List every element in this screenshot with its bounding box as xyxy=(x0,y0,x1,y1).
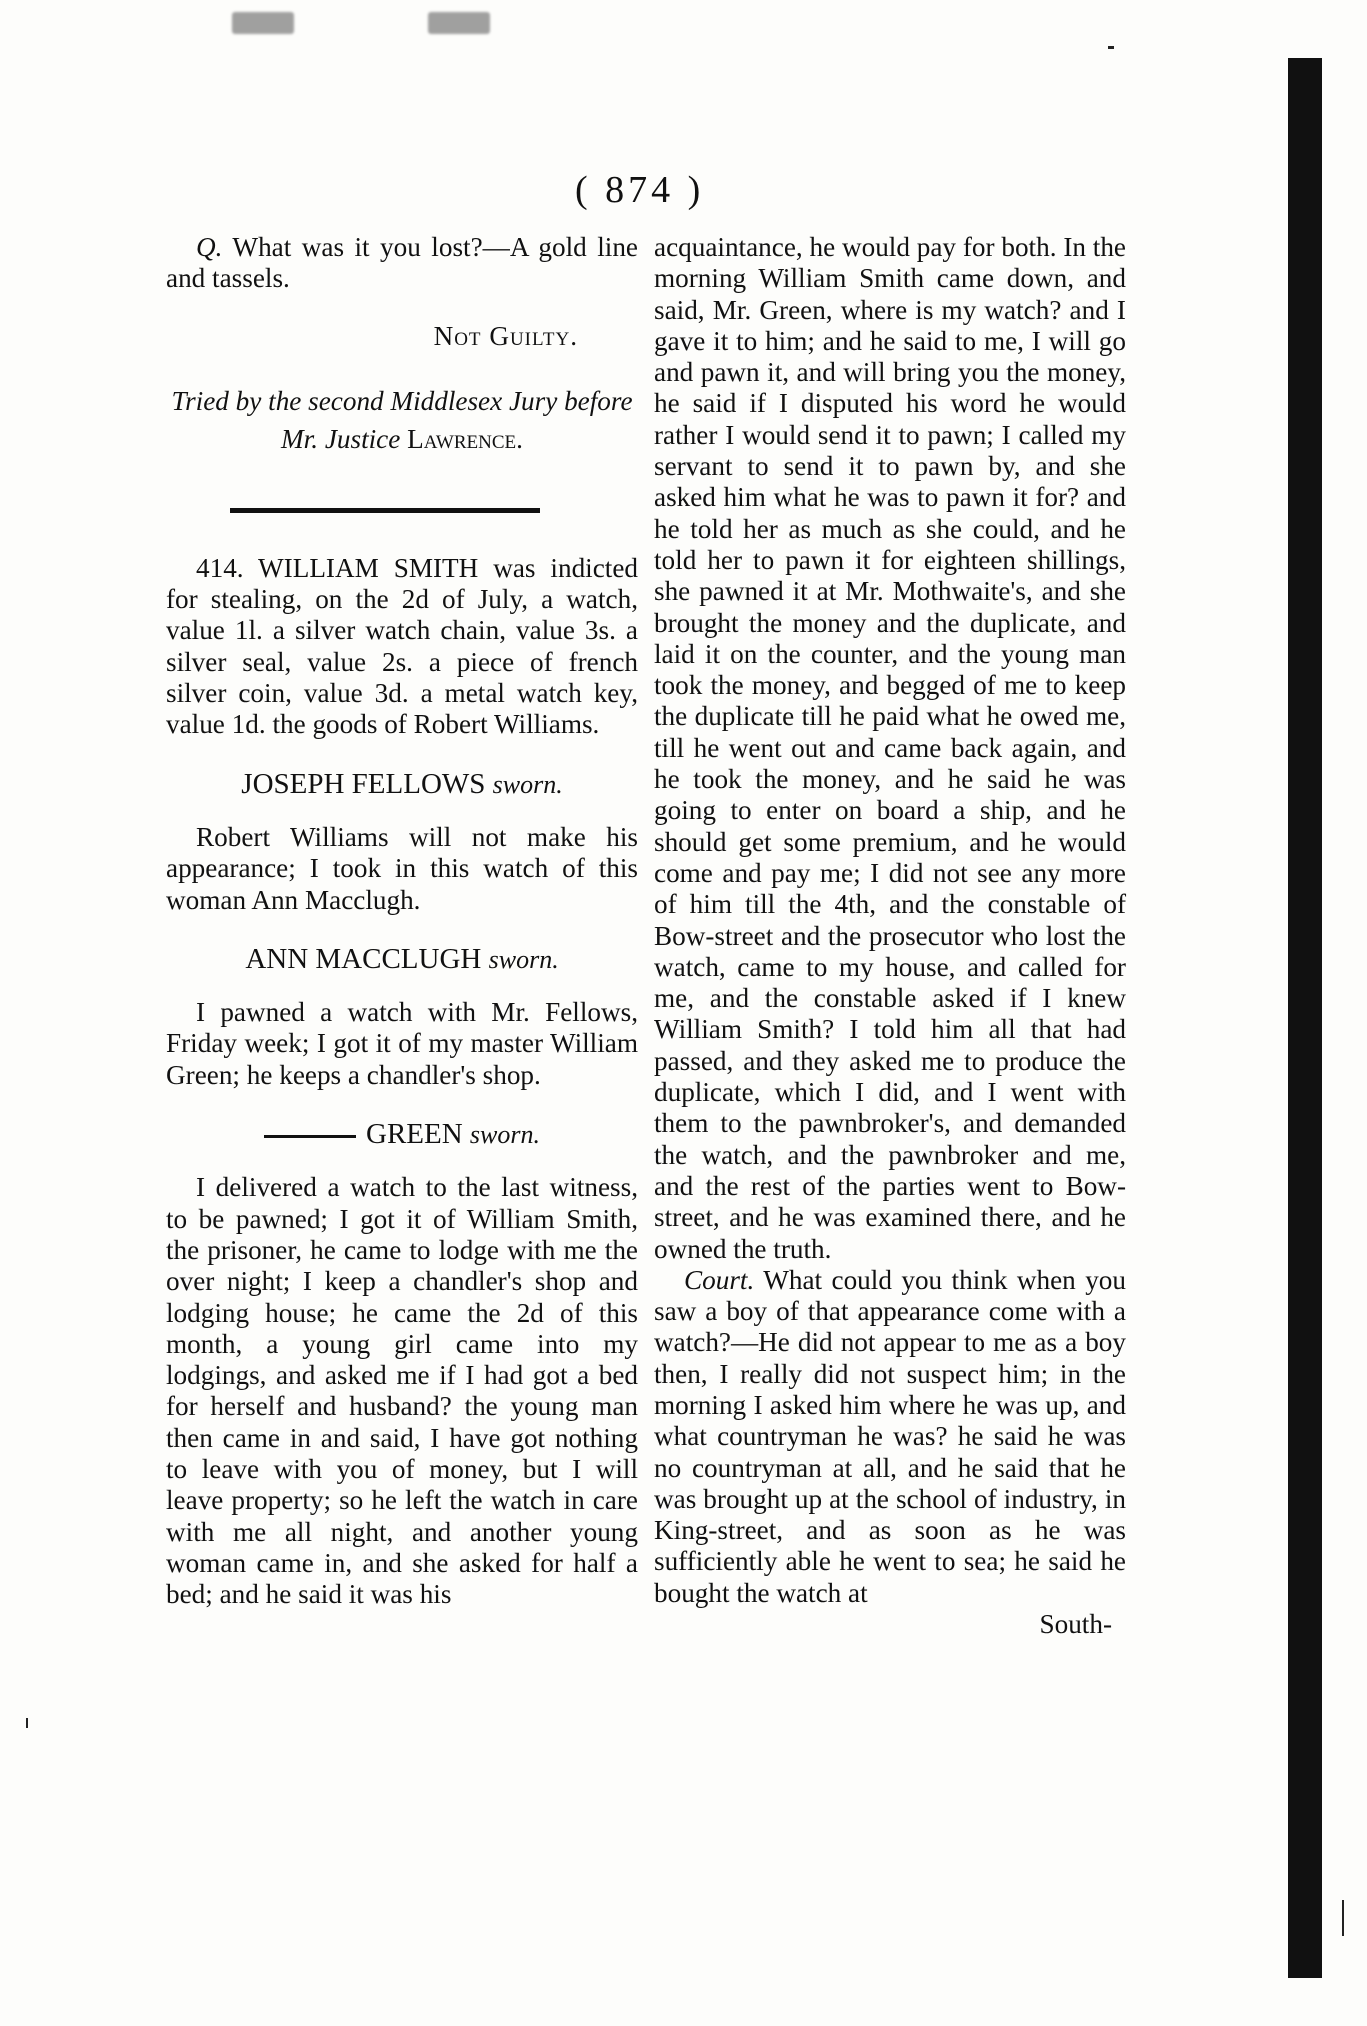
binding-edge-shadow xyxy=(1288,58,1322,1978)
right-column xyxy=(654,232,1126,1640)
case-indictment: 414. WILLIAM SMITH was indicted for stealing, on the 2d of July, a watch, value 1l. a silver watch chain, value 3s. a silver seal, value 2s. a piece of french silver coin, value 3d. a metal watch key, value 1d. the goods of Robert Williams. xyxy=(166,552,638,740)
library-stamp-mark xyxy=(428,12,490,34)
court-label: Court. xyxy=(684,1264,755,1295)
question-label: Q. xyxy=(196,232,223,262)
judge-name: Lawrence. xyxy=(407,423,523,454)
witness-sworn: sworn. xyxy=(488,944,559,974)
witness-heading xyxy=(166,944,638,975)
name-dash xyxy=(264,1135,356,1138)
witness-heading xyxy=(166,769,638,800)
testimony-continuation: acquaintance, he would pay for both. In the morning William Smith came down, and said, Mr. Green, where is my watch? and I gave it to him; and he said to me, I will go and pawn it, and will bring you the money, he said if I disputed his word he would rather I would send it to pawn; I called my servant to send it to pawn by, and she asked him what he was to pawn it for? and he told her as much as she could, and he told her to pawn it for eighteen shillings, she pawned it at Mr. Mothwaite's, and she brought the money and the duplicate, and laid it on the counter, and the young man took the money, and begged of me to keep the duplicate till he paid what he owed me, till he went out and came back again, and he took the money, and he said he was going to enter on board a ship, and he should get some premium, and he would come and pay me; I did not see any more of him till the 4th, and the constable of Bow-street and the prosecutor who lost the watch, came to my house, and called for me, and the constable asked if I knew William Smith? I told him all that had passed, and they asked me to produce the duplicate, which I did, and I went with them to the pawnbroker's, and demanded the watch, and the pawnbroker and me, and the rest of the parties went to Bow-street, and he was examined there, and he owned the truth. xyxy=(654,232,1126,1264)
left-column xyxy=(166,232,638,1611)
testimony-paragraph: Robert Williams will not make his appearance; I took in this watch of this woman Ann Macclugh. xyxy=(166,821,638,915)
testimony-paragraph: I delivered a watch to the last witness, to be pawned; I got it of William Smith, the prisoner, he came to lodge with me the over night; I keep a chandler's shop and lodging house; he came the 2d of this month, a young girl came into my lodgings, and asked me if I had got a bed for herself and husband? the young man then came in and said, I have got nothing to leave with you of money, but I will leave property; so he left the watch in care with me all night, and another young woman came in, and she asked for half a bed; and he said it was his xyxy=(166,1172,638,1610)
page-number: ( 874 ) xyxy=(575,169,705,211)
section-divider xyxy=(230,508,540,513)
library-stamp-mark xyxy=(232,12,294,34)
catchword: South- xyxy=(1039,1609,1112,1640)
trial-heading-line2-prefix: Mr. Justice xyxy=(281,423,408,454)
verdict-text: Not Guilty. xyxy=(433,320,578,351)
scan-speck xyxy=(1108,46,1114,49)
verdict xyxy=(166,321,638,352)
court-question xyxy=(654,1265,1126,1609)
witness-name: ANN MACCLUGH xyxy=(245,942,482,975)
question-line xyxy=(166,232,638,295)
witness-sworn: sworn. xyxy=(492,769,563,799)
scan-speck xyxy=(1342,1900,1344,1936)
trial-heading-line1: Tried by the second Middlesex Jury before xyxy=(171,385,633,416)
scan-speck xyxy=(26,1718,28,1728)
witness-sworn: sworn. xyxy=(469,1120,540,1150)
testimony-paragraph: I pawned a watch with Mr. Fellows, Friday week; I got it of my master William Green; he keeps a chandler's shop. xyxy=(166,997,638,1090)
court-text: What could you think when you saw a boy of that appearance come with a watch?—He did not appear to me as a boy then, I really did not suspect him; in the morning I asked him where he was up, and what countryman he was? he said he was no countryman at all, and he said that he was brought up at the school of industry, in King-street, and as soon as he was sufficiently able he went to sea; he said he bought the watch at xyxy=(654,1264,1126,1608)
witness-name: GREEN xyxy=(366,1118,463,1151)
witness-heading xyxy=(166,1119,638,1150)
trial-heading xyxy=(166,382,638,458)
witness-name: JOSEPH FELLOWS xyxy=(241,767,486,800)
question-text: What was it you lost?—A gold line and tassels. xyxy=(166,232,638,294)
